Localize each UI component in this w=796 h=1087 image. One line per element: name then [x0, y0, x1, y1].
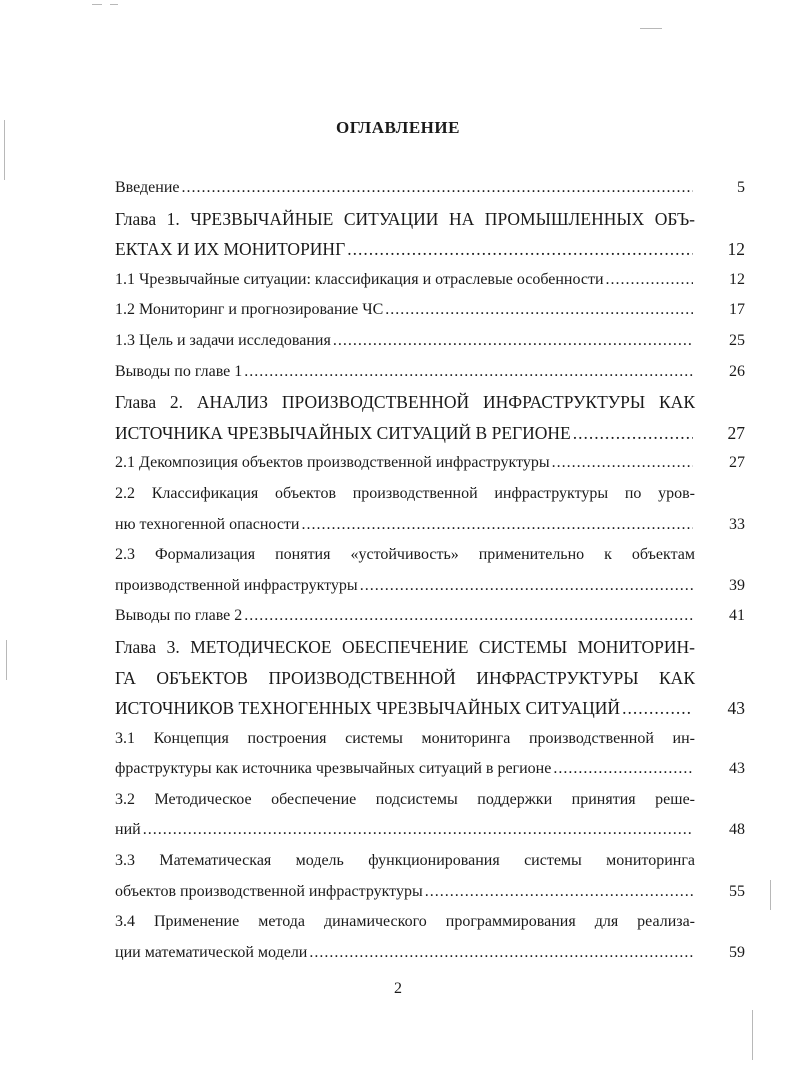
- toc-entry-title-line: ний: [115, 821, 141, 839]
- toc-entry-title-line: Глава 3. МЕТОДИЧЕСКОЕ ОБЕСПЕЧЕНИЕ СИСТЕМЫ МОНИТОРИН-: [115, 636, 695, 657]
- toc-entry-title-line: 3.3 Математическая модель функционирования системы мониторинга: [115, 852, 695, 870]
- toc-page-number: 55: [729, 882, 745, 900]
- toc-page-number: 5: [737, 179, 745, 196]
- toc-entry-title-line: Глава 1. ЧРЕЗВЫЧАЙНЫЕ СИТУАЦИИ НА ПРОМЫШЛЕННЫХ ОБЪ-: [115, 208, 695, 229]
- toc-page-number: 48: [729, 821, 745, 839]
- toc-entry-chapter-3[interactable]: [115, 632, 745, 724]
- page-number: 2: [394, 980, 402, 997]
- toc-entry-section-1-2[interactable]: [115, 295, 745, 326]
- toc-entry-title-line: ГА ОБЪЕКТОВ ПРОИЗВОДСТВЕННОЙ ИНФРАСТРУКТУРЫ КАК: [115, 667, 695, 688]
- toc-entry-title-line: ИСТОЧНИКА ЧРЕЗВЫЧАЙНЫХ СИТУАЦИЙ В РЕГИОНЕ: [115, 422, 571, 443]
- toc-entry-title-line: 3.4 Применение метода динамического программирования для реализа-: [115, 913, 695, 931]
- toc-entry-title: 1.3 Цель и задачи исследования: [115, 331, 331, 349]
- toc-entry-title-line: 2.3 Формализация понятия «устойчивость» применительно к объектам: [115, 546, 695, 564]
- toc-entry-title: Выводы по главе 2: [115, 607, 243, 625]
- toc-page-number: 33: [729, 515, 745, 533]
- toc-page-number: 27: [729, 454, 745, 472]
- toc-page-number: 41: [729, 607, 745, 625]
- toc-entry-conclusions-2[interactable]: [115, 601, 745, 632]
- toc-entry-title-line: Глава 2. АНАЛИЗ ПРОИЗВОДСТВЕННОЙ ИНФРАСТРУКТУРЫ КАК: [115, 392, 695, 413]
- toc-page-number: 12: [727, 239, 745, 260]
- toc-entry-title-line: объектов производственной инфраструктуры: [115, 882, 423, 900]
- toc-page-number: 39: [729, 576, 745, 594]
- toc-entry-title: Выводы по главе 1: [115, 362, 243, 380]
- table-of-contents: [115, 173, 745, 968]
- toc-entry-title-line: ню техногенной опасности: [115, 515, 300, 533]
- toc-entry-title-line: ИСТОЧНИКОВ ТЕХНОГЕННЫХ ЧРЕЗВЫЧАЙНЫХ СИТУАЦИЙ: [115, 698, 621, 719]
- toc-entry-title-line: производственной инфраструктуры: [115, 576, 358, 594]
- toc-entry-title: Введение: [115, 179, 180, 196]
- toc-page-number: 27: [727, 422, 745, 443]
- toc-entry-title-line: фраструктуры как источника чрезвычайных ситуаций в регионе: [115, 760, 552, 778]
- toc-entry-title-line: 3.1 Концепция построения системы мониторинга производственной ин-: [115, 729, 695, 747]
- toc-entry-chapter-2[interactable]: [115, 387, 745, 448]
- toc-entry-introduction[interactable]: [115, 173, 745, 204]
- toc-entry-section-3-4[interactable]: [115, 907, 745, 968]
- toc-page-number: 59: [729, 943, 745, 961]
- toc-entry-title: 1.2 Мониторинг и прогнозирование ЧС: [115, 301, 384, 319]
- toc-entry-title: 1.1 Чрезвычайные ситуации: классификация и отраслевые особенности: [115, 270, 604, 288]
- toc-page-number: 43: [729, 760, 745, 778]
- toc-entry-title-line: 2.2 Классификация объектов производственной инфраструктуры по уров-: [115, 484, 695, 502]
- toc-page-number: 17: [729, 301, 745, 319]
- toc-entry-section-2-1[interactable]: [115, 448, 745, 479]
- toc-page-number: 25: [729, 331, 745, 349]
- toc-entry-section-1-3[interactable]: [115, 326, 745, 357]
- page-title: ОГЛАВЛЕНИЕ: [336, 118, 460, 137]
- toc-entry-title-line: ЕКТАХ И ИХ МОНИТОРИНГ: [115, 239, 346, 260]
- toc-page-number: 26: [729, 362, 745, 380]
- toc-entry-title-line: 3.2 Методическое обеспечение подсистемы поддержки принятия реше-: [115, 790, 695, 808]
- toc-entry-title: 2.1 Декомпозиция объектов производственной инфраструктуры: [115, 454, 550, 472]
- toc-page-number: 12: [729, 270, 745, 288]
- toc-entry-section-2-3[interactable]: [115, 540, 745, 601]
- toc-entry-section-2-2[interactable]: [115, 479, 745, 540]
- toc-entry-section-3-2[interactable]: [115, 785, 745, 846]
- toc-entry-title-line: ции математической модели: [115, 943, 308, 961]
- toc-entry-section-1-1[interactable]: [115, 265, 745, 296]
- toc-entry-chapter-1[interactable]: [115, 204, 745, 265]
- toc-entry-section-3-1[interactable]: [115, 724, 745, 785]
- toc-entry-conclusions-1[interactable]: [115, 357, 745, 388]
- toc-page-number: 43: [727, 698, 745, 719]
- toc-entry-section-3-3[interactable]: [115, 846, 745, 907]
